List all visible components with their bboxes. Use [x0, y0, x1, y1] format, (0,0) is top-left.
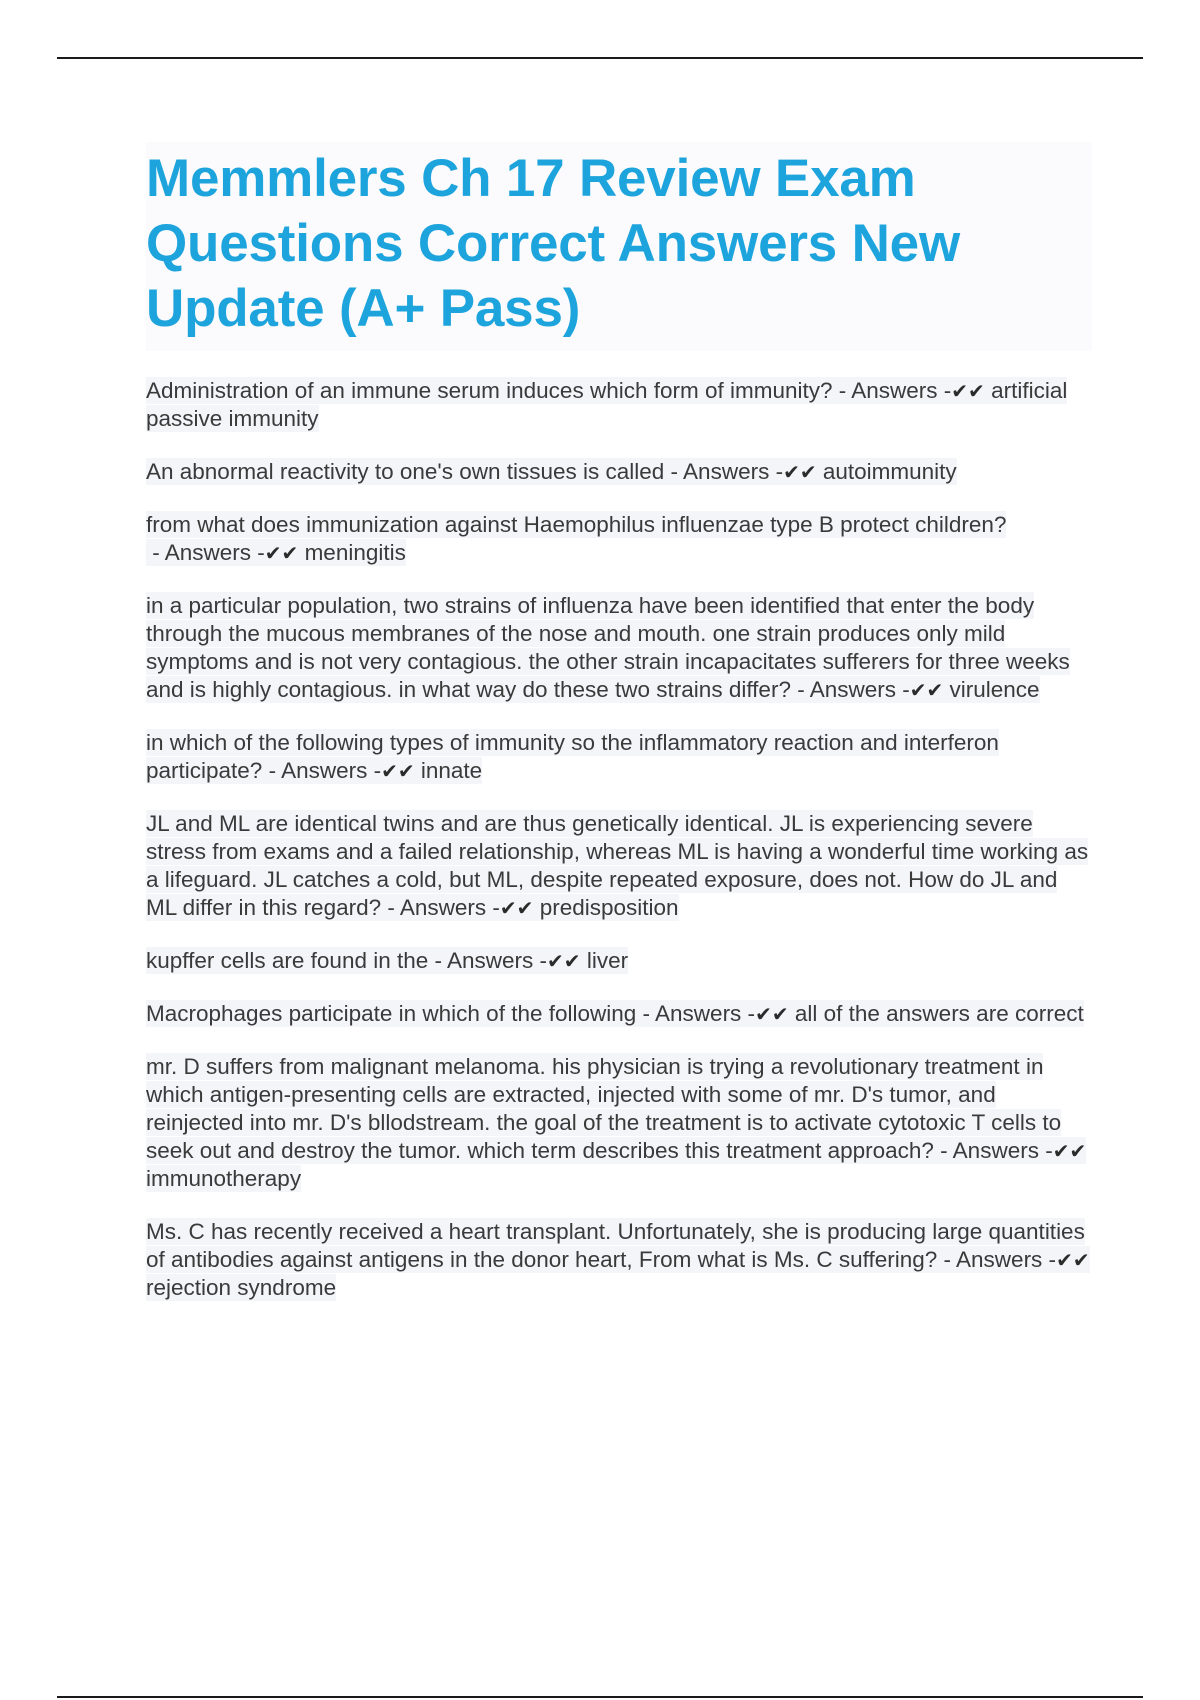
qa-item: [146, 1000, 1092, 1028]
question-text: in a particular population, two strains of influenza have been identified that enter the body through the mucous membranes of the nose and mouth. one strain produces only mild symptoms and is not very contagious. the other strain incapacitates sufferers for three weeks and is highly contagious. in what way do these two strains differ?: [146, 593, 1070, 702]
bottom-rule: [57, 1696, 1143, 1698]
answer-marker: - Answers -: [381, 895, 500, 920]
answer-text: meningitis: [304, 540, 406, 565]
qa-item: [146, 947, 1092, 975]
question-text: Ms. C has recently received a heart transplant. Unfortunately, she is producing large quantities of antibodies against antigens in the donor heart, From what is Ms. C suffering?: [146, 1219, 1085, 1272]
answer-marker: - Answers -: [790, 677, 910, 702]
question-text: Macrophages participate in which of the following: [146, 1001, 637, 1026]
qa-item: [146, 458, 1092, 486]
answer-text: all of the answers are correct: [794, 1001, 1084, 1026]
answer-marker: - Answers -: [262, 758, 382, 783]
answer-text: predisposition: [539, 895, 679, 920]
question-text: in which of the following types of immunity so the inflammatory reaction and interferon participate?: [146, 730, 999, 783]
answer-text: virulence: [949, 677, 1040, 702]
check-icon: ✔✔: [547, 949, 581, 973]
top-rule: [57, 57, 1143, 59]
check-icon: ✔✔: [755, 1002, 789, 1026]
answer-marker: - Answers -: [146, 540, 265, 565]
answer-marker: - Answers -: [933, 1138, 1053, 1163]
question-text: An abnormal reactivity to one's own tissues is called: [146, 459, 665, 484]
qa-item: [146, 511, 1092, 567]
answer-text: innate: [420, 758, 483, 783]
check-icon: ✔✔: [264, 541, 299, 565]
answer-text: liver: [586, 948, 629, 973]
check-icon: ✔✔: [1052, 1139, 1087, 1163]
qa-item: [146, 1218, 1092, 1302]
answer-text: autoimmunity: [822, 459, 957, 484]
check-icon: ✔✔: [909, 678, 944, 702]
answer-marker: - Answers -: [636, 1001, 756, 1026]
question-text: JL and ML are identical twins and are thus genetically identical. JL is experiencing severe stress from exams and a failed relationship, whereas ML is having a wonderful time working as a lifeguard. JL catches a cold, but ML, despite repeated exposure, does not. How do JL and ML differ in this regard?: [146, 811, 1089, 920]
qa-item: [146, 377, 1092, 433]
answer-marker: - Answers -: [664, 459, 784, 484]
check-icon: ✔✔: [499, 896, 534, 920]
qa-item: [146, 810, 1092, 922]
qa-list: [146, 377, 1092, 1302]
check-icon: ✔✔: [381, 759, 415, 783]
document-title: Memmlers Ch 17 Review Exam Questions Correct Answers New Update (A+ Pass): [146, 142, 1092, 351]
answer-marker: - Answers -: [832, 378, 952, 403]
answer-text: rejection syndrome: [146, 1275, 337, 1300]
question-text: Administration of an immune serum induces which form of immunity?: [146, 378, 833, 403]
check-icon: ✔✔: [1056, 1248, 1090, 1272]
check-icon: ✔✔: [951, 379, 985, 403]
answer-text: artificial passive immunity: [146, 378, 1068, 431]
question-text: kupffer cells are found in the: [146, 948, 429, 973]
document-body: [146, 142, 1092, 1327]
question-text: mr. D suffers from malignant melanoma. his physician is trying a revolutionary treatment in which antigen-presenting cells are extracted, injected with some of mr. D's tumor, and reinjected into mr. D's bllodstream. the goal of the treatment is to activate cytotoxic T cells to seek out and destroy the tumor. which term describes this treatment approach?: [146, 1054, 1062, 1163]
qa-item: [146, 592, 1092, 704]
qa-item: [146, 1053, 1092, 1193]
question-text: from what does immunization against Haemophilus influenzae type B protect children?: [146, 512, 1007, 537]
answer-marker: - Answers -: [428, 948, 548, 973]
check-icon: ✔✔: [783, 460, 817, 484]
qa-item: [146, 729, 1092, 785]
answer-marker: - Answers -: [937, 1247, 1057, 1272]
answer-text: immunotherapy: [146, 1166, 302, 1191]
